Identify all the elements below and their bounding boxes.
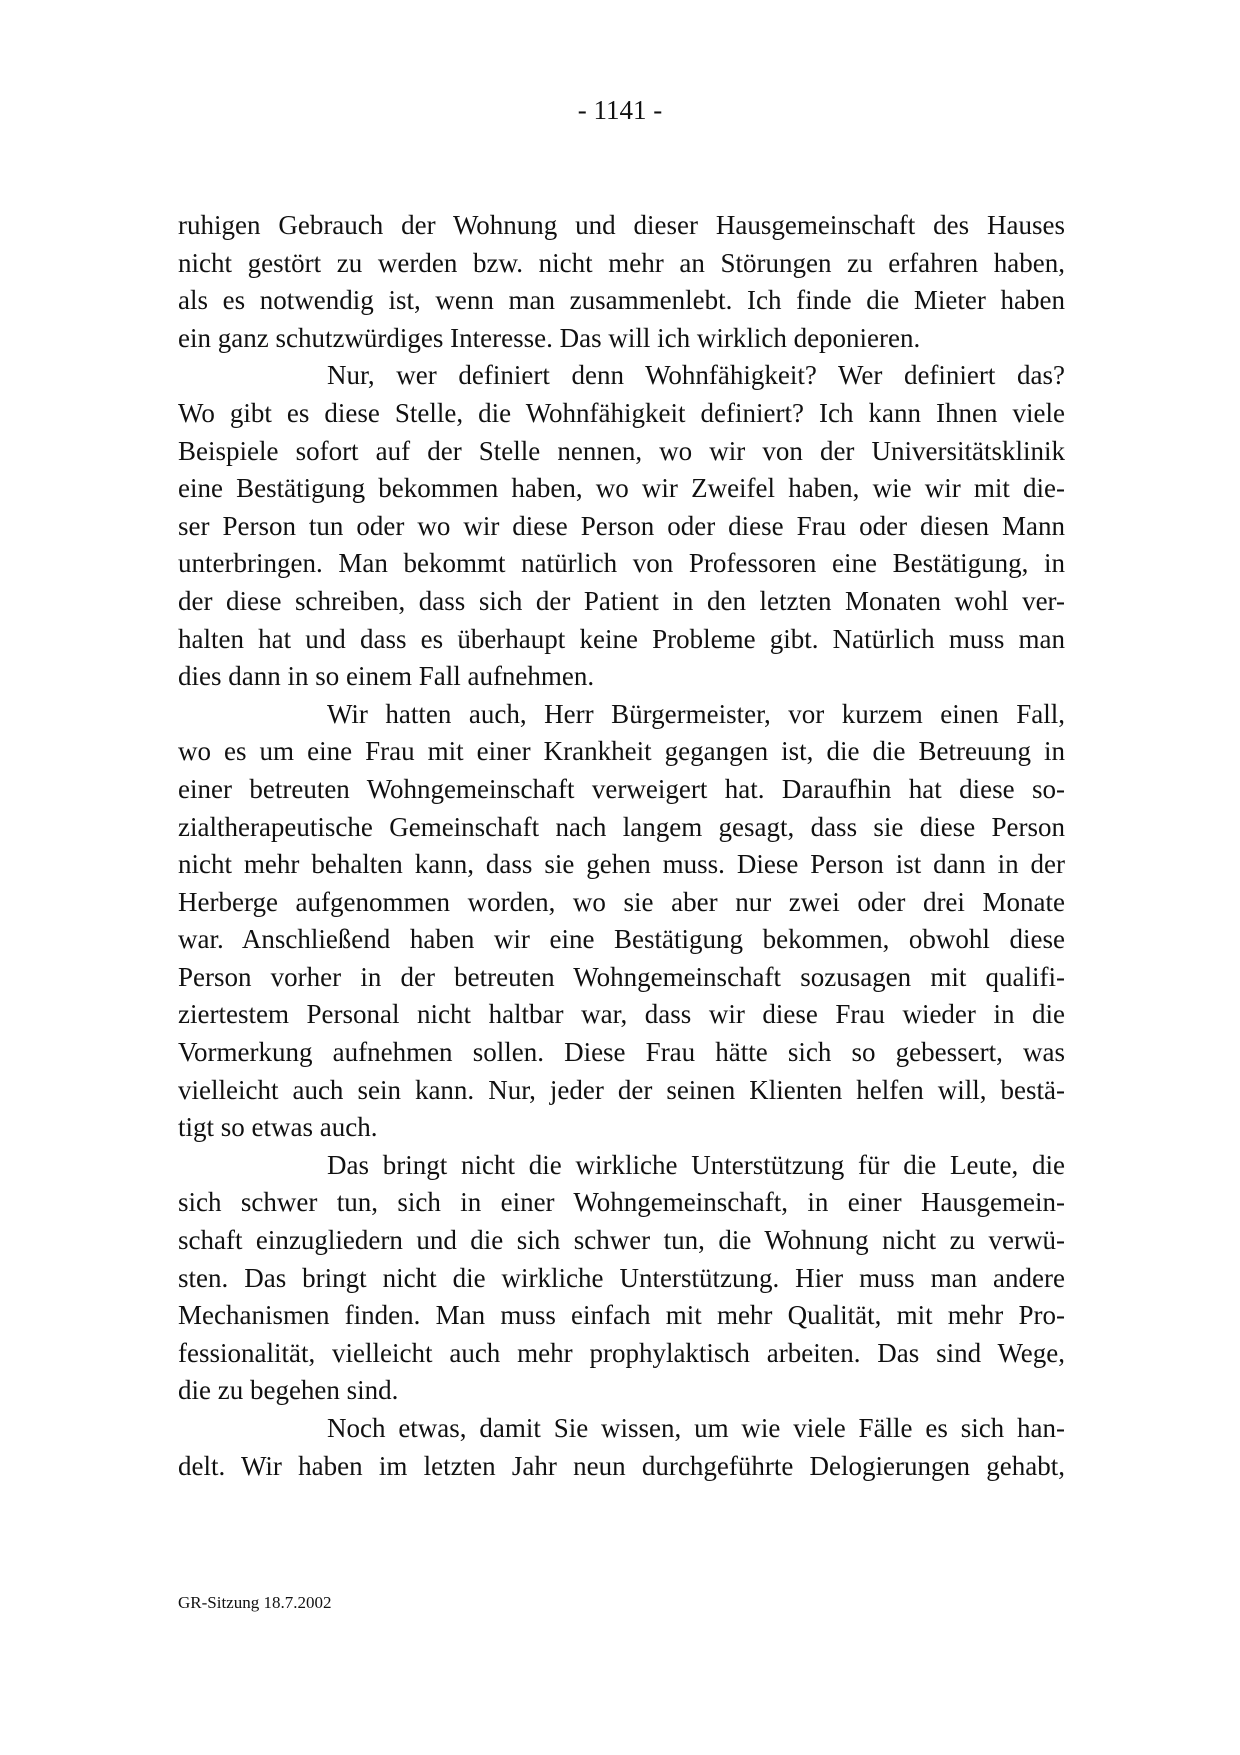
text-line: halten hat und dass es überhaupt keine Probleme gibt. Natürlich muss man [178, 623, 1065, 654]
paragraph [178, 696, 1065, 1147]
footer-session-date: GR-Sitzung 18.7.2002 [178, 1593, 332, 1612]
text-line: Herberge aufgenommen worden, wo sie aber nur zwei oder drei Monate [178, 886, 1065, 917]
text-line: Nur, wer definiert denn Wohnfähigkeit? Wer definiert das? [327, 360, 1065, 391]
text-line: die zu begehen sind. [178, 1375, 399, 1406]
text-line: nicht gestört zu werden bzw. nicht mehr an Störungen zu erfahren haben, [178, 247, 1065, 278]
text-line: als es notwendig ist, wenn man zusammenlebt. Ich finde die Mieter haben [178, 285, 1065, 316]
text-line: eine Bestätigung bekommen haben, wo wir Zweifel haben, wie wir mit die- [178, 473, 1065, 504]
text-line: dies dann in so einem Fall aufnehmen. [178, 661, 595, 692]
paragraph [178, 357, 1065, 695]
text-line: nicht mehr behalten kann, dass sie gehen muss. Diese Person ist dann in der [178, 849, 1065, 880]
text-line: zialtherapeutische Gemeinschaft nach langem gesagt, dass sie diese Person [178, 811, 1065, 842]
text-line: Person vorher in der betreuten Wohngemeinschaft sozusagen mit qualifi- [178, 961, 1065, 992]
text-line: ruhigen Gebrauch der Wohnung und dieser Hausgemeinschaft des Hauses [178, 210, 1065, 240]
paragraph [178, 1410, 1065, 1485]
text-line: der diese schreiben, dass sich der Patient in den letzten Monaten wohl ver- [178, 585, 1065, 616]
text-line: tigt so etwas auch. [178, 1112, 378, 1143]
text-line: sich schwer tun, sich in einer Wohngemeinschaft, in einer Hausgemein- [178, 1187, 1065, 1218]
text-line: schaft einzugliedern und die sich schwer tun, die Wohnung nicht zu verwü- [178, 1225, 1065, 1256]
text-line: wo es um eine Frau mit einer Krankheit gegangen ist, die die Betreuung in [178, 736, 1065, 767]
text-line: delt. Wir haben im letzten Jahr neun durchgeführte Delogierungen gehabt, [178, 1450, 1065, 1481]
text-line: fessionalität, vielleicht auch mehr prophylaktisch arbeiten. Das sind Wege, [178, 1337, 1065, 1368]
text-line: Das bringt nicht die wirkliche Unterstützung für die Leute, die [327, 1149, 1065, 1180]
text-line: sten. Das bringt nicht die wirkliche Unterstützung. Hier muss man andere [178, 1262, 1065, 1293]
text-line: ser Person tun oder wo wir diese Person oder diese Frau oder diesen Mann [178, 510, 1065, 541]
text-line: ein ganz schutzwürdiges Interesse. Das will ich wirklich deponieren. [178, 322, 921, 353]
paragraph [178, 207, 1065, 357]
text-line: einer betreuten Wohngemeinschaft verweigert hat. Daraufhin hat diese so- [178, 773, 1065, 804]
body-text [178, 207, 1065, 1485]
text-line: Noch etwas, damit Sie wissen, um wie viele Fälle es sich han- [327, 1413, 1065, 1443]
text-line: Mechanismen finden. Man muss einfach mit mehr Qualität, mit mehr Pro- [178, 1300, 1065, 1331]
text-line: ziertestem Personal nicht haltbar war, dass wir diese Frau wieder in die [178, 999, 1065, 1030]
page-number: - 1141 - [577, 95, 663, 125]
text-line: Wo gibt es diese Stelle, die Wohnfähigkeit definiert? Ich kann Ihnen viele [178, 397, 1065, 428]
text-line: Beispiele sofort auf der Stelle nennen, wo wir von der Universitätsklinik [178, 435, 1065, 466]
text-line: Vormerkung aufnehmen sollen. Diese Frau hätte sich so gebessert, was [178, 1037, 1065, 1068]
text-line: war. Anschließend haben wir eine Bestätigung bekommen, obwohl diese [178, 924, 1065, 955]
text-line: Wir hatten auch, Herr Bürgermeister, vor kurzem einen Fall, [327, 698, 1065, 729]
text-line: vielleicht auch sein kann. Nur, jeder der seinen Klienten helfen will, bestä- [178, 1074, 1065, 1105]
paragraph [178, 1147, 1065, 1410]
text-line: unterbringen. Man bekommt natürlich von Professoren eine Bestätigung, in [178, 548, 1065, 579]
